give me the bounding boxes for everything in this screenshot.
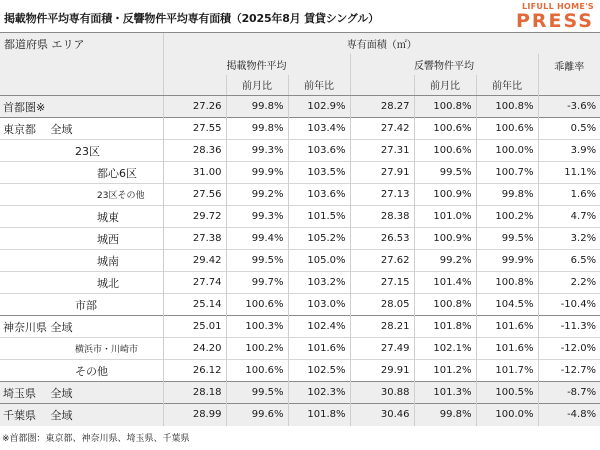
cell-l: 27.26 (163, 96, 226, 118)
area-name: その他 (0, 360, 163, 382)
cell-ry: 101.6% (476, 338, 538, 360)
cell-l: 28.36 (163, 140, 226, 162)
cell-ly: 101.6% (288, 338, 350, 360)
cell-rm: 99.8% (414, 404, 476, 426)
cell-g: 2.2% (538, 272, 600, 294)
cell-r: 28.38 (350, 206, 414, 228)
brand-logo (474, 2, 594, 32)
cell-rm: 100.8% (414, 96, 476, 118)
cell-r: 27.91 (350, 162, 414, 184)
cell-g: 0.5% (538, 118, 600, 140)
table-row (0, 184, 600, 206)
cell-ry: 99.8% (476, 184, 538, 206)
table-row (0, 118, 600, 140)
cell-l: 29.72 (163, 206, 226, 228)
cell-lm: 100.2% (226, 338, 288, 360)
cell-ly: 105.0% (288, 250, 350, 272)
area-name: 23区 (0, 140, 163, 162)
area-name: 城南 (0, 250, 163, 272)
cell-rm: 101.2% (414, 360, 476, 382)
cell-r: 28.21 (350, 316, 414, 338)
cell-ry: 100.7% (476, 162, 538, 184)
cell-g: 3.9% (538, 140, 600, 162)
cell-r: 27.13 (350, 184, 414, 206)
table-row (0, 228, 600, 250)
table-row (0, 404, 600, 426)
area-name: 都心6区 (0, 162, 163, 184)
cell-r: 29.91 (350, 360, 414, 382)
cell-r: 27.49 (350, 338, 414, 360)
cell-l: 28.18 (163, 382, 226, 404)
cell-lm: 99.7% (226, 272, 288, 294)
area-name: 23区その他 (0, 184, 163, 206)
table-row (0, 162, 600, 184)
cell-rm: 99.2% (414, 250, 476, 272)
header-response-yoy: 前年比 (476, 75, 538, 96)
cell-g: 6.5% (538, 250, 600, 272)
logo-line2: PRESS (515, 10, 594, 32)
cell-r: 26.53 (350, 228, 414, 250)
cell-rm: 101.3% (414, 382, 476, 404)
cell-ly: 103.4% (288, 118, 350, 140)
header-area: 都道府県 エリア (0, 33, 163, 96)
table-row (0, 294, 600, 316)
cell-rm: 101.0% (414, 206, 476, 228)
cell-ly: 103.6% (288, 140, 350, 162)
area-name: 千葉県 全域 (0, 404, 163, 426)
area-name: 城北 (0, 272, 163, 294)
area-name: 首都圏※ (0, 96, 163, 118)
cell-g: -8.7% (538, 382, 600, 404)
cell-lm: 99.6% (226, 404, 288, 426)
cell-lm: 99.3% (226, 206, 288, 228)
area-name: 東京都 全域 (0, 118, 163, 140)
cell-r: 30.46 (350, 404, 414, 426)
header-listed: 掲載物件平均 (163, 54, 350, 75)
header-listed-mom: 前月比 (226, 75, 288, 96)
cell-ry: 101.6% (476, 316, 538, 338)
area-name: 市部 (0, 294, 163, 316)
cell-lm: 99.9% (226, 162, 288, 184)
cell-lm: 99.8% (226, 118, 288, 140)
cell-ry: 101.7% (476, 360, 538, 382)
cell-g: -10.4% (538, 294, 600, 316)
cell-r: 27.15 (350, 272, 414, 294)
cell-lm: 99.8% (226, 96, 288, 118)
page-title: 掲載物件平均専有面積・反響物件平均専有面積（2025年8月 賃貸シングル） (4, 12, 379, 25)
cell-ly: 103.5% (288, 162, 350, 184)
cell-ly: 105.2% (288, 228, 350, 250)
cell-ry: 100.0% (476, 140, 538, 162)
cell-ly: 103.0% (288, 294, 350, 316)
cell-g: 1.6% (538, 184, 600, 206)
table-row (0, 382, 600, 404)
table-row (0, 316, 600, 338)
cell-ry: 99.5% (476, 228, 538, 250)
cell-l: 27.74 (163, 272, 226, 294)
table-row (0, 250, 600, 272)
area-table (0, 32, 600, 426)
header-response: 反響物件平均 (350, 54, 538, 75)
cell-ly: 102.5% (288, 360, 350, 382)
cell-r: 28.27 (350, 96, 414, 118)
cell-l: 28.99 (163, 404, 226, 426)
cell-g: -11.3% (538, 316, 600, 338)
cell-r: 28.05 (350, 294, 414, 316)
cell-rm: 101.4% (414, 272, 476, 294)
cell-ly: 101.8% (288, 404, 350, 426)
cell-rm: 102.1% (414, 338, 476, 360)
area-name: 横浜市・川崎市 (0, 338, 163, 360)
cell-l: 27.56 (163, 184, 226, 206)
cell-r: 27.31 (350, 140, 414, 162)
cell-ly: 102.4% (288, 316, 350, 338)
header-main: 専有面積（㎡） (163, 33, 600, 54)
cell-ry: 100.6% (476, 118, 538, 140)
cell-l: 31.00 (163, 162, 226, 184)
cell-ly: 103.2% (288, 272, 350, 294)
table-row (0, 140, 600, 162)
cell-g: -12.0% (538, 338, 600, 360)
footnote: ※首都圏：東京都、神奈川県、埼玉県、千葉県 (2, 434, 190, 444)
cell-rm: 100.9% (414, 184, 476, 206)
table-row (0, 338, 600, 360)
cell-g: 3.2% (538, 228, 600, 250)
table-row (0, 272, 600, 294)
cell-lm: 100.6% (226, 294, 288, 316)
header-gap: 乖離率 (538, 54, 600, 96)
cell-g: -3.6% (538, 96, 600, 118)
cell-l: 25.01 (163, 316, 226, 338)
cell-l: 27.55 (163, 118, 226, 140)
cell-lm: 99.4% (226, 228, 288, 250)
cell-ry: 104.5% (476, 294, 538, 316)
cell-lm: 99.5% (226, 382, 288, 404)
cell-l: 24.20 (163, 338, 226, 360)
header-response-mom: 前月比 (414, 75, 476, 96)
cell-ry: 100.5% (476, 382, 538, 404)
cell-rm: 100.8% (414, 294, 476, 316)
cell-r: 30.88 (350, 382, 414, 404)
table-row (0, 360, 600, 382)
cell-ly: 102.3% (288, 382, 350, 404)
area-name: 城東 (0, 206, 163, 228)
cell-ry: 100.8% (476, 272, 538, 294)
table-row (0, 206, 600, 228)
cell-rm: 101.8% (414, 316, 476, 338)
cell-lm: 99.3% (226, 140, 288, 162)
cell-rm: 100.9% (414, 228, 476, 250)
cell-g: 11.1% (538, 162, 600, 184)
cell-ry: 100.8% (476, 96, 538, 118)
area-name: 埼玉県 全域 (0, 382, 163, 404)
header-bar (0, 0, 600, 30)
cell-ly: 101.5% (288, 206, 350, 228)
cell-l: 25.14 (163, 294, 226, 316)
cell-ry: 99.9% (476, 250, 538, 272)
cell-lm: 100.6% (226, 360, 288, 382)
cell-g: 4.7% (538, 206, 600, 228)
cell-lm: 99.5% (226, 250, 288, 272)
cell-rm: 99.5% (414, 162, 476, 184)
cell-g: -4.8% (538, 404, 600, 426)
cell-ry: 100.2% (476, 206, 538, 228)
cell-g: -12.7% (538, 360, 600, 382)
cell-lm: 99.2% (226, 184, 288, 206)
cell-ly: 102.9% (288, 96, 350, 118)
cell-l: 29.42 (163, 250, 226, 272)
header-listed-yoy: 前年比 (288, 75, 350, 96)
area-name: 神奈川県 全域 (0, 316, 163, 338)
logo-line1: LIFULL HOME'S (521, 2, 594, 11)
cell-lm: 100.3% (226, 316, 288, 338)
area-name: 城西 (0, 228, 163, 250)
cell-l: 26.12 (163, 360, 226, 382)
table-row (0, 96, 600, 118)
cell-ly: 103.6% (288, 184, 350, 206)
cell-r: 27.62 (350, 250, 414, 272)
cell-rm: 100.6% (414, 118, 476, 140)
cell-r: 27.42 (350, 118, 414, 140)
cell-l: 27.38 (163, 228, 226, 250)
cell-ry: 100.0% (476, 404, 538, 426)
cell-rm: 100.6% (414, 140, 476, 162)
